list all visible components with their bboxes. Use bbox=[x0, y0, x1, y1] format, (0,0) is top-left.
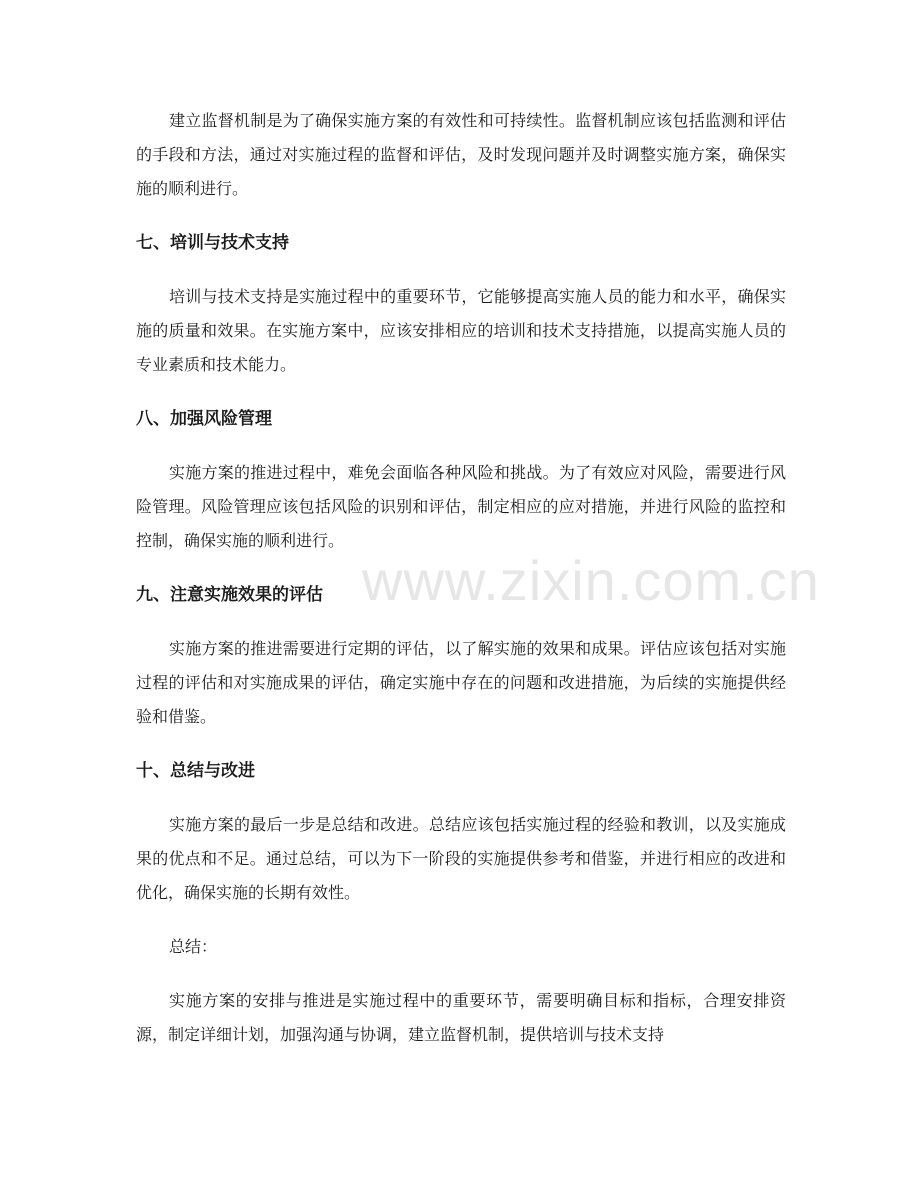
watermark: www.zixin.com.cn bbox=[362, 549, 820, 612]
document-body bbox=[136, 104, 786, 1072]
summary-label: 总结： bbox=[169, 937, 218, 956]
section-heading-8: 八、加强风险管理 bbox=[136, 409, 272, 429]
paragraph-summary-improve: 实施方案的最后一步是总结和改进。总结应该包括实施过程的经验和教训，以及实施成果的优点和不足。通过总结，可以为下一阶段的实施提供参考和借鉴，并进行相应的改进和优化，确保实施的长期有效性。 bbox=[136, 815, 786, 902]
paragraph-risk: 实施方案的推进过程中，难免会面临各种风险和挑战。为了有效应对风险，需要进行风险管理。风险管理应该包括风险的识别和评估，制定相应的应对措施，并进行风险的监控和控制，确保实施的顺利进行。 bbox=[136, 463, 786, 550]
paragraph-evaluation: 实施方案的推进需要进行定期的评估，以了解实施的效果和成果。评估应该包括对实施过程的评估和对实施成果的评估，确定实施中存在的问题和改进措施，为后续的实施提供经验和借鉴。 bbox=[136, 639, 786, 726]
paragraph-training: 培训与技术支持是实施过程中的重要环节，它能够提高实施人员的能力和水平，确保实施的质量和效果。在实施方案中，应该安排相应的培训和技术支持措施，以提高实施人员的专业素质和技术能力。 bbox=[136, 287, 786, 374]
section-heading-9: 九、注意实施效果的评估 bbox=[136, 585, 323, 605]
section-heading-10: 十、总结与改进 bbox=[136, 761, 255, 781]
paragraph-supervision: 建立监督机制是为了确保实施方案的有效性和可持续性。监督机制应该包括监测和评估的手段和方法，通过对实施过程的监督和评估，及时发现问题并及时调整实施方案，确保实施的顺利进行。 bbox=[136, 111, 786, 198]
section-heading-7: 七、培训与技术支持 bbox=[136, 233, 289, 253]
paragraph-summary: 实施方案的安排与推进是实施过程中的重要环节，需要明确目标和指标，合理安排资源，制定详细计划，加强沟通与协调，建立监督机制，提供培训与技术支持 bbox=[136, 991, 786, 1044]
